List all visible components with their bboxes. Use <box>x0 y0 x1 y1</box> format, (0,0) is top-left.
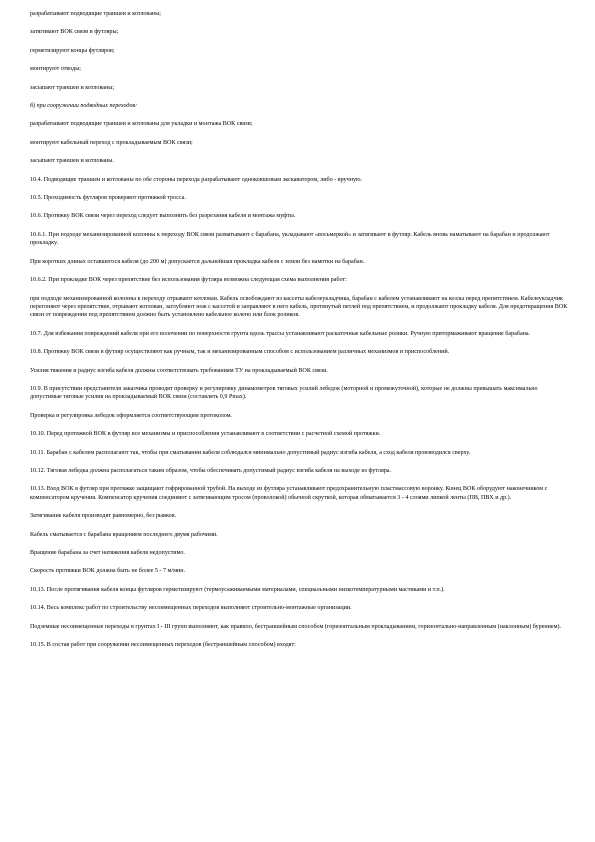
list-item: герметизируют концы футляров; <box>30 47 115 54</box>
document-page <box>30 10 570 659</box>
list-item: засыпают траншеи и котлованы; <box>30 84 115 91</box>
paragraph-10-11: 10.11. Барабан с кабелем располагают так, чтобы при сматывании кабеля соблюдался минимально допустимый радиус изгиба кабеля, а сход кабеля производился сверху. <box>30 449 471 456</box>
paragraph: Подземные несоимещенные переходы в грунтах I - III групп выполняют, как правило, бестраншейным способом (горизонтальным прокладыванием, горизонтально-направленным (наклонным) бурением). <box>30 623 562 630</box>
paragraph-10-12: 10.12. Тяговая лебедка должна располагаться таким образом, чтобы обеспечивать допустимый радиус изгиба кабеля на выходе из футляра. <box>30 467 392 474</box>
paragraph: Вращение барабана за счет натяжения кабеля недопустимо. <box>30 550 185 556</box>
paragraph: Усилия тяжения и радиус изгиба кабеля должны соответствовать требованиям ТУ на прокладываемый ВОК связи. <box>30 367 328 374</box>
list-item: разрабатывают подводящие траншеи и котлованы; <box>30 11 161 17</box>
paragraph-10-5: 10.5. Проходимость футляров проверяют протяжкой тросса. <box>30 195 186 202</box>
list-item: разрабатывают подводящие траншеи и котлованы для укладки и монтажа ВОК связи; <box>30 121 253 128</box>
list-item: засыпают траншеи и котлованы. <box>30 158 114 165</box>
paragraph-10-4: 10.4. Подводящие траншеи и котлованы по обе стороны перехода разрабатывают одноковшовым экскаватором, либо - вручную. <box>30 176 363 183</box>
paragraph-10-6-2: 10.6.2. При прокладке ВОК через препятствие без использования футляра возможна следующая схема выполнения работ: <box>30 277 347 284</box>
paragraph-10-7: 10.7. Для избежания повреждений кабеля при его волочении по поверхности грунта вдоль трассы устанавливают раскаточные кабельные ролики. Ручную притормаживают вращение барабана. <box>30 330 531 337</box>
paragraph: при подходе механизированной колонны к переходу отрывают котлован. Кабель освобождают из кассеты кабелеукладчика, барабан с кабелем устанавливают на козлы перед препятствием. Кабелеукладчик перегоняют через препятствие, отрывают котлован, заглубляют нож с кассетой и заправляют в него кабель, протянутый петлей под препятствием, и продолжают прокладку кабеля. Для предотвращения ВОК связи от повреждения под препятствием должно быть установлено кабельное колено или блок роликов. <box>30 295 568 319</box>
section-subheading: б) при сооружении подводных переходов: <box>30 103 138 110</box>
paragraph: Скорость протяжки ВОК должна быть не более 5 - 7 м/мин. <box>30 568 185 575</box>
paragraph-10-9: 10.9. В присутствии представителя заказчика проводят проверку и регулировку динамометров тяговых усилий лебедок (моторной и промежуточной), которые не должны превышать максимально допустимые тяговые усилия на прокладываемый ВОК связи (составлять 0,9 Pmax). <box>30 385 538 401</box>
list-item: затягивают ВОК связи в футляры; <box>30 29 119 36</box>
paragraph-10-6-1: 10.6.1. При подходе механизированной колонны к переходу ВОК связи разматывают с барабана, укладывают «восьмеркой» и затягивают в футляр. Кабель вновь наматывают на барабан и продолжают прокладку. <box>30 231 550 247</box>
paragraph: Кабель сматывается с барабана вращением последнего двумя рабочими. <box>30 531 218 538</box>
paragraph: При коротких длинах оставшегося кабеля (до 200 м) допускается дальнейшая прокладка кабеля с земли без намотки на барабан. <box>30 258 365 265</box>
paragraph-10-10: 10.10. Перед протяжкой ВОК в футляр все механизмы и приспособления устанавливают в соответствии с расчетной схемой протяжки. <box>30 431 381 438</box>
paragraph-10-15: 10.15. В состав работ при сооружении несоимещенных переходов (бестраншейным способом) входят: <box>30 642 296 649</box>
paragraph-10-6: 10.6. Протяжку ВОК связи через переход следует выполнить без разрезания кабеля и монтажа муфты. <box>30 213 296 220</box>
list-item: монтируют кабельный переход с прокладываемым ВОК связи; <box>30 139 193 146</box>
paragraph-10-14: 10.14. Весь комплекс работ по строительству несоимещенных переходов выполняют строительно-монтажные организации. <box>30 605 352 612</box>
paragraph-10-13-b: 10.13. После протягивания кабеля концы футляров герметизируют (термоусаживаемыми материалами, специальными низкотемпературными мастиками и т.п.). <box>30 586 445 593</box>
paragraph: Проверка и регулировка лебедок оформляется соответствующим протоколом. <box>30 412 233 419</box>
paragraph-10-8: 10.8. Протяжку ВОК связи в футляр осуществляют как ручным, так и механизированным способом с использованием различных механизмов и приспособлений. <box>30 349 450 356</box>
list-item: монтируют отводы; <box>30 66 81 73</box>
paragraph: Затягивание кабеля производят равномерно, без рывков. <box>30 513 177 520</box>
paragraph-10-13: 10.13. Вход ВОК в футляр при протяжке защищают гофрированной трубой. На выходе из футляра устанавливают предохранительную пластмассовую воронку. Конец ВОК оборудуют наконечником с компенсатором кручения. Компенсатор кручения соединяют с затягивающим тросом (проволокой) обычной скруткой, которая обматывается 3 - 4 слоями липкой ленты (ПВ, ПВХ и др.). <box>30 486 548 501</box>
